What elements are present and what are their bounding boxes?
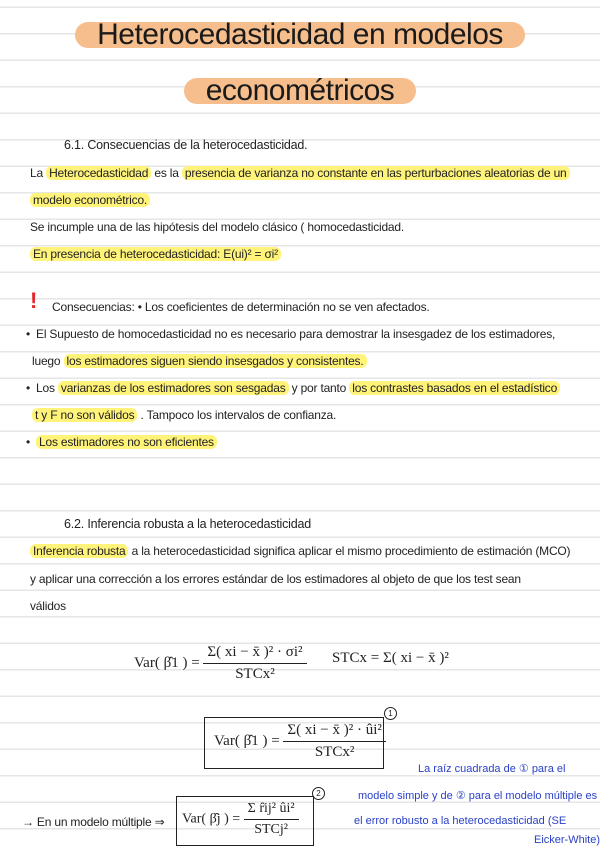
robust-definition-line-1: Inferencia robusta a la heterocedasticidad significa aplicar el mismo procedimiento de estimación (MCO) [30,544,570,558]
formula-marker-2: 2 [312,787,325,800]
presence-line: En presencia de heterocedasticidad: E(ui)² = σi² [30,247,281,261]
robust-definition-line-3: válidos [30,599,66,613]
bullet-2: • Los varianzas de los estimadores son sesgadas y por tanto los contrastes basados en el estadístico [26,381,560,395]
robust-definition-line-2: y aplicar una corrección a los errores estándar de los estimadores al objeto de que los test sean [30,572,521,586]
hypothesis-line: Se incumple una de las hipótesis del modelo clásico ( homocedasticidad. [30,220,405,234]
note-line-1: La raíz cuadrada de ① para el [418,763,566,775]
bullet-1-continued: luego los estimadores siguen siendo insesgados y consistentes. [32,354,367,368]
multiple-variance-formula: Var( β̂j ) = $\frac{\text{Σ r̂ij² ûi²}}{\text{STCj²}}$ [182,801,299,838]
note-line-2: modelo simple y de ② para el modelo múltiple es [358,790,598,802]
section-6-1-heading: 6.1. Consecuencias de la heterocedasticidad. [64,138,308,152]
definition-line-1: La Heterocedasticidad es la presencia de varianza no constante en las perturbaciones aleatorias de un [30,166,570,180]
bullet-2-continued: t y F no son válidos . Tampoco los intervalos de confianza. [32,408,336,422]
warning-icon: ! [30,288,38,313]
robust-variance-formula: Var( β̂1 ) = $\frac{\text{Σ( xi − x̄ )² · ûi²}}{\text{STCx²}}$ [214,722,386,761]
multiple-model-label: → En un modelo múltiple ⇒ [22,815,165,829]
bullet-3: • Los estimadores no son eficientes [26,435,217,449]
section-6-2-heading: 6.2. Inferencia robusta a la heterocedasticidad [64,517,312,531]
formula-marker-1: 1 [384,707,397,720]
title-line-1: Heterocedasticidad en modelos [0,18,600,52]
variance-formula: Var( β̂1 ) = $\frac{\text{Σ( xi − x̄ )² · σi²}}{\text{STCx²}}$ [134,644,307,683]
note-line-4: Eicker-White) [534,834,600,846]
bullet-1: • El Supuesto de homocedasticidad no es necesario para demostrar la insesgadez de los estimadores, [26,327,555,341]
title-line-2: econométricos [0,74,600,108]
consequences-line: Consecuencias: • Los coeficientes de determinación no se ven afectados. [52,300,430,314]
note-line-3: el error robusto a la heterocedasticidad (SE [354,815,567,827]
definition-line-2: modelo econométrico. [30,193,150,207]
stc-formula: STCx = Σ( xi − x̄ )² [332,650,449,666]
